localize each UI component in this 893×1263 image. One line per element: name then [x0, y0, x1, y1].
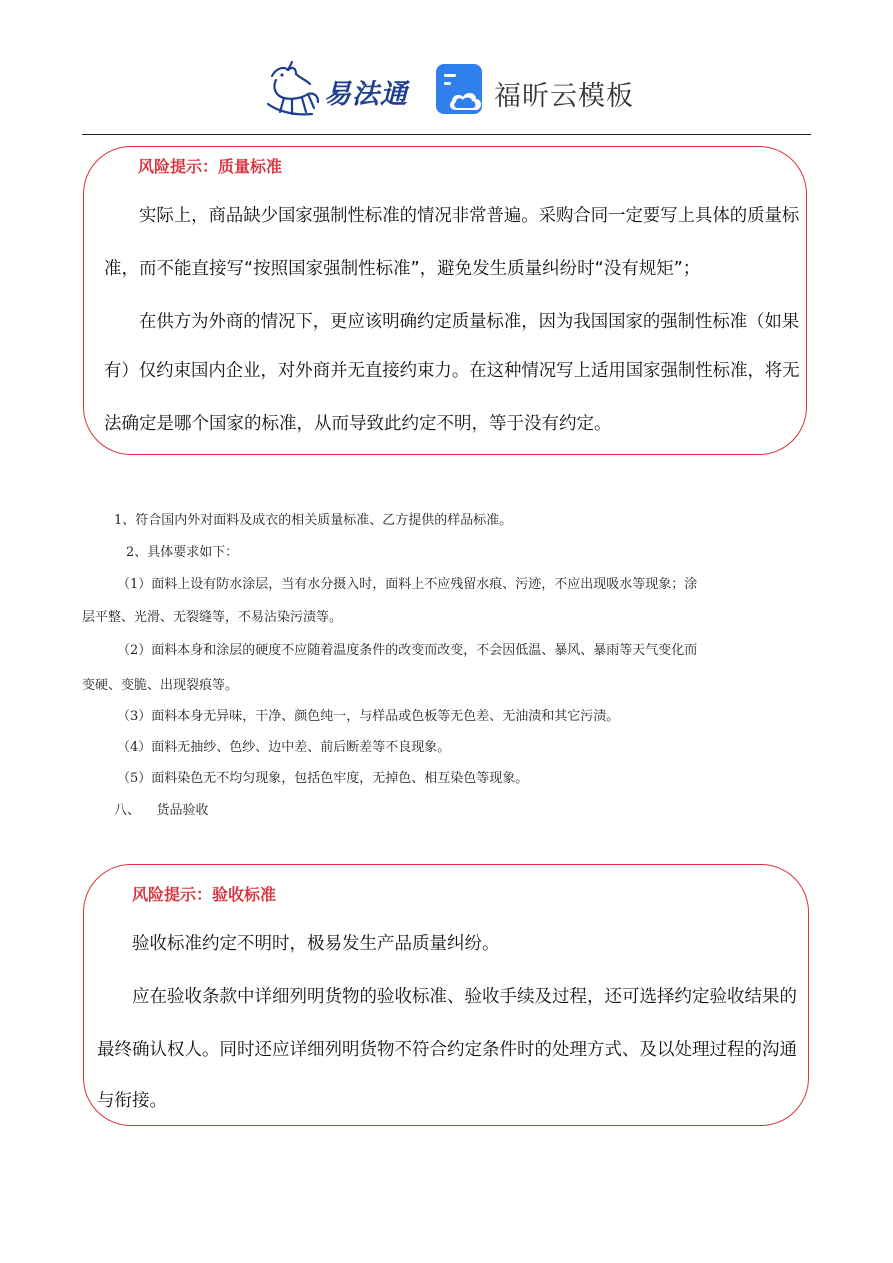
risk-title-quality: 风险提示：质量标准 [138, 157, 283, 176]
risk-line: 准，而不能直接写“按照国家强制性标准”，避免发生质量纠纷时“没有规矩”； [104, 259, 701, 279]
body-line: （3）面料本身无异味，干净、颜色纯一，与样品或色板等无色差、无油渍和其它污渍。 [117, 709, 620, 724]
body-line: 2、具体要求如下： [126, 545, 239, 560]
section-heading: 八、 货品验收 [114, 803, 209, 818]
body-line: 层平整、光滑、无裂缝等，不易沾染污渍等。 [82, 610, 343, 625]
body-line: 变硬、变脆、出现裂痕等。 [82, 678, 239, 693]
unicorn-mascot-icon [262, 58, 326, 122]
risk-line: 实际上，商品缺少国家强制性标准的情况非常普遍。采购合同一定要写上具体的质量标 [139, 206, 800, 226]
fuxin-logo-text: 福昕云模板 [494, 81, 634, 112]
header-divider [82, 134, 811, 135]
risk-line: 验收标准约定不明时，极易发生产品质量纠纷。 [132, 934, 500, 954]
risk-line: 在供方为外商的情况下，更应该明确约定质量标准，因为我国国家的强制性标准（如果 [139, 312, 800, 332]
fuxin-logo [436, 64, 656, 118]
risk-line: 法确定是哪个国家的标准，从而导致此约定不明，等于没有约定。 [104, 414, 612, 434]
risk-line: 最终确认权人。同时还应详细列明货物不符合约定条件时的处理方式、及以处理过程的沟通 [97, 1040, 797, 1060]
risk-title-acceptance: 风险提示：验收标准 [132, 885, 277, 904]
body-line: （5）面料染色无不均匀现象，包括色牢度，无掉色、相互染色等现象。 [117, 771, 529, 786]
risk-line: 与衔接。 [97, 1091, 167, 1111]
risk-line: 应在验收条款中详细列明货物的验收标准、验收手续及过程，还可选择约定验收结果的 [132, 987, 797, 1007]
document-cloud-icon [436, 64, 488, 116]
risk-line: 有）仅约束国内企业，对外商并无直接约束力。在这种情况写上适用国家强制性标准，将无 [104, 361, 800, 381]
body-line: 1、符合国内外对面料及成衣的相关质量标准、乙方提供的样品标准。 [114, 513, 513, 528]
yifatong-logo [262, 58, 422, 122]
page-header [0, 58, 893, 122]
body-line: （2）面料本身和涂层的硬度不应随着温度条件的改变而改变，不会因低温、暴风、暴雨等天气变化而 [117, 643, 698, 658]
body-line: （4）面料无抽纱、色纱、边中差、前后断差等不良现象。 [117, 740, 451, 755]
body-line: （1）面料上设有防水涂层，当有水分摄入时，面料上不应残留水痕、污迹，不应出现吸水等现象；涂 [117, 577, 698, 592]
yifatong-logo-text: 易法通 [324, 79, 408, 110]
